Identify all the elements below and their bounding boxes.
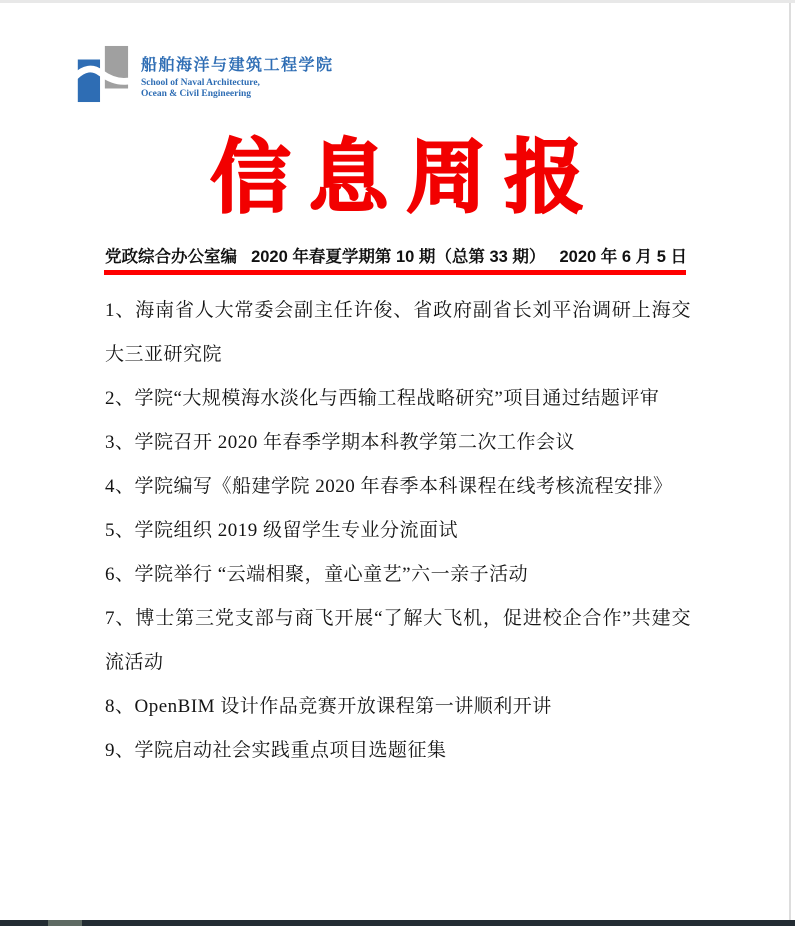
newsletter-title: 信息周报 [210,135,603,223]
masthead-red-rule [104,270,686,275]
page-bottom-edge-highlight [48,920,82,926]
school-name-en-line2: Ocean & Civil Engineering [141,89,252,99]
page-top-edge [0,0,795,3]
news-item: 2、学院“大规模海水淡化与西输工程战略研究”项目通过结题评审 [105,388,660,409]
news-item: 7、博士第三党支部与商飞开展“了解大飞机，促进校企合作”共建交流活动 [105,608,691,673]
masthead-editor: 党政综合办公室编 [105,248,237,266]
school-name-cn: 船舶海洋与建筑工程学院 [141,57,334,74]
news-item: 5、学院组织 2019 级留学生专业分流面试 [105,520,459,541]
news-item: 6、学院举行 “云端相聚，童心童艺”六一亲子活动 [105,564,529,585]
masthead-issue: 2020 年春夏学期第 10 期（总第 33 期） [251,248,546,266]
masthead-line [105,243,687,267]
news-item: 1、海南省人大常委会副主任许俊、省政府副省长刘平治调研上海交大三亚研究院 [105,300,691,365]
school-logo-text [141,44,334,100]
school-name-en-line1: School of Naval Architecture, [141,78,260,88]
page-bottom-edge [0,920,795,926]
news-item: 9、学院启动社会实践重点项目选题征集 [105,740,447,761]
school-logo-icon [72,44,130,104]
news-item: 8、OpenBIM 设计作品竞赛开放课程第一讲顺利开讲 [105,696,552,717]
news-item-list [105,289,691,773]
news-item: 4、学院编写《船建学院 2020 年春季本科课程在线考核流程安排》 [105,476,673,497]
masthead-date: 2020 年 6 月 5 日 [559,248,687,266]
news-item: 3、学院召开 2020 年春季学期本科教学第二次工作会议 [105,432,576,453]
school-name-en [141,78,334,100]
school-logo [72,44,334,104]
